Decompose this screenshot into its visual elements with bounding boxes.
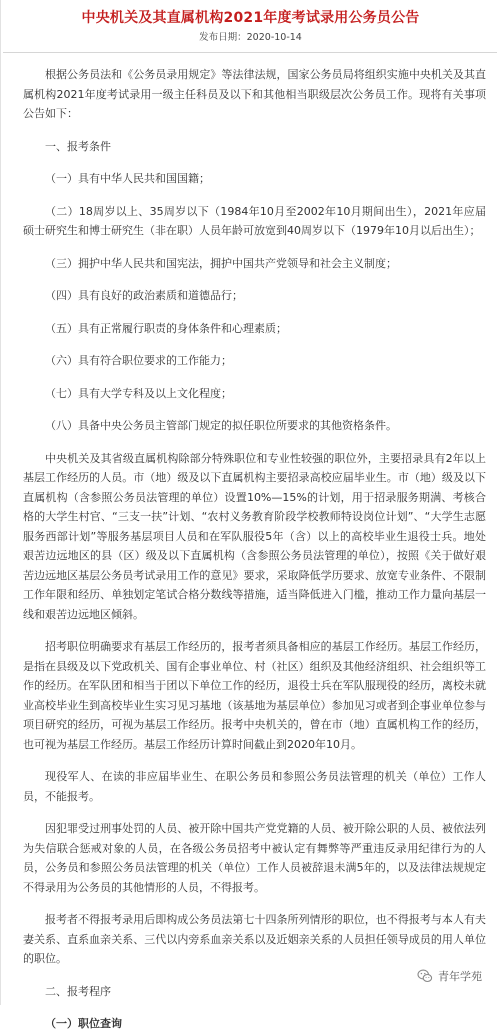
body-paragraph: 因犯罪受过刑事处罚的人员、被开除中国共产党党籍的人员、被开除公职的人员、被依法列为失信联合惩戒对象的人员，在各级公务员招考中被认定有舞弊等严重违反录用纪律行为的人员，公务员和参照公务员法管理的机关（单位）工作人员被辞退未满5年的，以及法律法规规定不得录用为公务员的其他情形的人员，不得报考。 <box>23 822 486 894</box>
wechat-icon <box>417 968 433 984</box>
body-paragraph: 招考职位明确要求有基层工作经历的，报考者须具备相应的基层工作经历。基层工作经历，是指在县级及以下党政机关、国有企事业单位、村（社区）组织及其他经济组织、社会组织等工作的经历。在军队团和相当于团以下单位工作的经历，退役士兵在军队服现役的经历，离校未就业高校毕业生到高校毕业生实习见习基地（该基地为基层单位）参加见习或者到企事业单位参与项目研究的经历，可视为基层工作经历。报考中央机关的，曾在市（地）直属机构工作的经历，也可视为基层工作经历。基层工作经历计算时间截止到2020年10月。 <box>23 640 486 751</box>
watermark <box>417 968 482 984</box>
watermark-text: 青年学苑 <box>438 970 482 983</box>
article-body <box>1 53 500 1034</box>
publish-date: 2020-10-14 <box>246 32 302 43</box>
intro-paragraph: 根据公务员法和《公务员录用规定》等法律法规，国家公务员局将组织实施中央机关及其直属机构2021年度考试录用一级主任科员及以下和其他相当职级层次公务员工作。现将有关事项公告如下： <box>23 68 486 120</box>
body-paragraph: 报考者不得报考录用后即构成公务员法第七十四条所列情形的职位，也不得报考与本人有夫妻关系、直系血亲关系、三代以内旁系血亲关系以及近姻亲关系的人员担任领导成员的用人单位的职位。 <box>23 913 486 965</box>
condition-item: （四）具有良好的政治素质和道德品行； <box>45 289 243 302</box>
condition-item: （二）18周岁以上、35周岁以下（1984年10月至2002年10月期间出生），2021年应届硕士研究生和博士研究生（非在职）人员年龄可放宽到40周岁以下（1979年10月以后出生）； <box>23 204 486 237</box>
body-paragraph: 现役军人、在读的非应届毕业生、在职公务员和参照公务员法管理的机关（单位）工作人员，不能报考。 <box>23 770 486 803</box>
condition-item: （五）具有正常履行职责的身体条件和心理素质； <box>45 321 287 335</box>
publish-date-row <box>1 31 500 45</box>
condition-item: （八）具备中央公务员主管部门规定的拟任职位所要求的其他资格条件。 <box>45 419 397 432</box>
section-heading-procedure: 二、报考程序 <box>45 984 111 998</box>
condition-item: （三）拥护中华人民共和国宪法，拥护中国共产党领导和社会主义制度； <box>45 256 397 270</box>
condition-item: （一）具有中华人民共和国国籍； <box>45 172 210 185</box>
header <box>1 0 500 53</box>
body-paragraph: 中央机关及其省级直属机构除部分特殊职位和专业性较强的职位外，主要招录具有2年以上基层工作经历的人员。市（地）级及以下直属机构主要招录高校应届毕业生。市（地）级及以下直属机构（含参照公务员法管理的单位）设置10%—15%的计划，用于招录服务期满、考核合格的大学生村官、“三支一扶”计划、“农村义务教育阶段学校教师特设岗位计划”、“大学生志愿服务西部计划”等服务基层项目人员和在军队服役5年（含）以上的高校毕业生退役士兵。地处艰苦边远地区的县（区）级及以下直属机构（含参照公务员法管理的单位），按照《关于做好艰苦边远地区基层公务员考试录用工作的意见》要求，采取降低学历要求、放宽专业条件、不限制工作年限和经历、单独划定笔试合格分数线等措施，适当降低进入门槛，推动工作力量向基层一线和艰苦边远地区倾斜。 <box>23 451 486 621</box>
page-title: 中央机关及其直属机构2021年度考试录用公务员公告 <box>81 10 420 26</box>
subsection-heading-position-query: （一）职位查询 <box>45 1017 122 1030</box>
section-heading-eligibility: 一、报考条件 <box>45 139 111 153</box>
condition-item: （六）具有符合职位要求的工作能力； <box>45 354 232 367</box>
publish-date-label: 发布日期： <box>199 32 247 43</box>
condition-item: （七）具有大学专科及以上文化程度； <box>45 386 232 400</box>
